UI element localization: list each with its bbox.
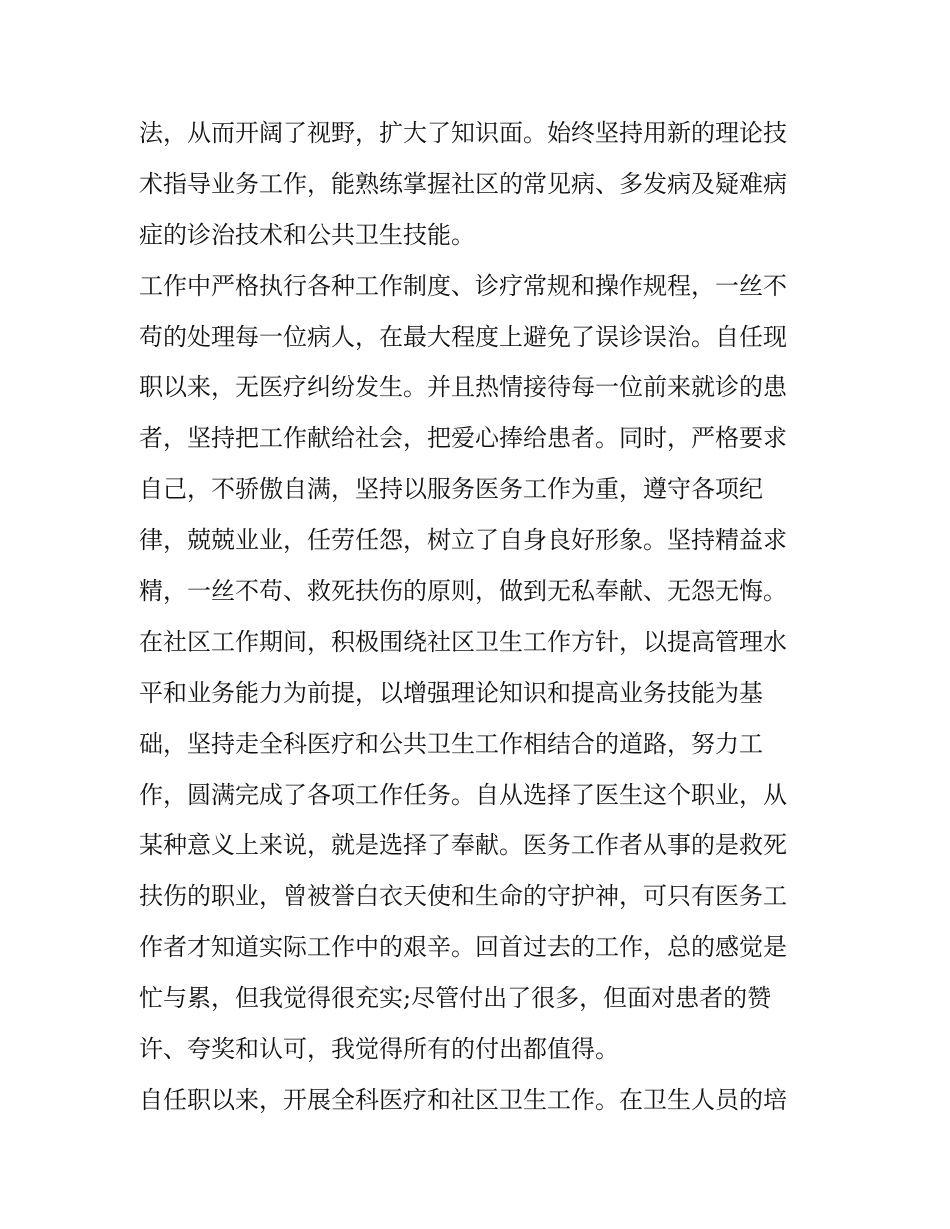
text-line: 作者才知道实际工作中的艰辛。回首过去的工作，总的感觉是 <box>139 933 787 962</box>
text-line: 自任职以来，开展全科医疗和社区卫生工作。在卫生人员的培 <box>139 1085 787 1114</box>
text-line: 忙与累，但我觉得很充实;尽管付出了很多，但面对患者的赞 <box>139 984 772 1013</box>
text-line: 平和业务能力为前提，以增强理论知识和提高业务技能为基 <box>139 678 763 707</box>
text-line: 某种意义上来说，就是选择了奉献。医务工作者从事的是救死 <box>139 831 787 860</box>
text-line: 精，一丝不苟、救死扶伤的原则，做到无私奉献、无怨无悔。 <box>139 577 787 606</box>
text-line: 础，坚持走全科医疗和公共卫生工作相结合的道路，努力工 <box>139 729 763 758</box>
text-line: 在社区工作期间，积极围绕社区卫生工作方针，以提高管理水 <box>139 627 787 656</box>
text-line: 律，兢兢业业，任劳任怨，树立了自身良好形象。坚持精益求 <box>139 526 787 555</box>
text-line: 者，坚持把工作献给社会，把爱心捧给患者。同时，严格要求 <box>139 424 787 453</box>
text-line: 扶伤的职业，曾被誉白衣天使和生命的守护神，可只有医务工 <box>139 882 787 911</box>
text-line: 术指导业务工作，能熟练掌握社区的常见病、多发病及疑难病 <box>139 169 787 198</box>
body-text <box>139 108 819 1126</box>
text-line: 职以来，无医疗纠纷发生。并且热情接待每一位前来就诊的患 <box>139 373 787 402</box>
text-line: 症的诊治技术和公共卫生技能。 <box>139 220 475 249</box>
text-line: 苟的处理每一位病人，在最大程度上避免了误诊误治。自任现 <box>139 322 787 351</box>
text-line: 作，圆满完成了各项工作任务。自从选择了医生这个职业，从 <box>139 780 787 809</box>
text-line: 许、夸奖和认可，我觉得所有的付出都值得。 <box>139 1035 619 1064</box>
text-line: 法，从而开阔了视野，扩大了知识面。始终坚持用新的理论技 <box>139 119 787 147</box>
text-line: 工作中严格执行各种工作制度、诊疗常规和操作规程，一丝不 <box>139 271 787 300</box>
text-line: 自己，不骄傲自满，坚持以服务医务工作为重，遵守各项纪 <box>139 475 763 504</box>
